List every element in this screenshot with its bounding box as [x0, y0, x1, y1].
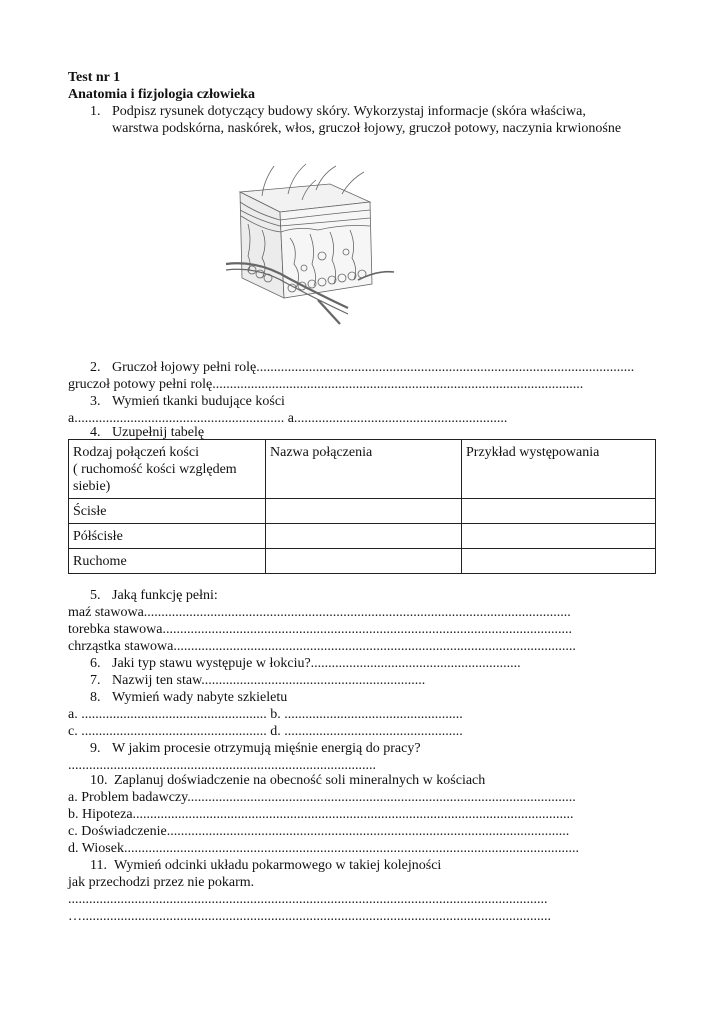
- table-row: [69, 499, 656, 524]
- subject-title: Anatomia i fizjologia człowieka: [68, 87, 256, 102]
- question-3-text: Wymień tkanki budujące kości: [112, 394, 285, 409]
- question-1-number: 1.: [90, 104, 101, 119]
- answer-line: d. Wiosek..................................................................................................................................: [68, 841, 579, 856]
- question-2: [90, 359, 634, 376]
- question-11: [90, 857, 441, 874]
- question-10: [90, 772, 485, 789]
- answer-line: .........................................................................................................................................: [68, 892, 548, 907]
- question-5-text: Jaką funkcję pełni:: [112, 588, 218, 603]
- question-6-number: 6.: [90, 656, 101, 671]
- table-row: [69, 549, 656, 574]
- table-header-cell: Rodzaj połączeń kości ( ruchomość kości względem siebie): [69, 440, 266, 499]
- question-1: [90, 103, 586, 120]
- answer-line: a. Problem badawczy...............................................................................................................: [68, 790, 576, 805]
- question-7-number: 7.: [90, 673, 101, 688]
- table-row: [69, 524, 656, 549]
- question-9-text: W jakim procesie otrzymują mięśnie energią do pracy?: [112, 741, 421, 756]
- table-header-cell: Nazwa połączenia: [266, 440, 462, 499]
- table-cell: Ścisłe: [69, 499, 266, 524]
- question-7: [90, 672, 425, 689]
- question-6: [90, 655, 521, 672]
- question-1-text-line2: warstwa podskórna, naskórek, włos, gruczoł łojowy, gruczoł potowy, naczynia krwionośne: [112, 121, 622, 136]
- question-9: [90, 740, 421, 757]
- answer-line: torebka stawowa.....................................................................................................................: [68, 622, 572, 637]
- test-title: Test nr 1: [68, 70, 121, 85]
- answer-line: c. Doświadczenie...................................................................................................................: [68, 824, 570, 839]
- skin-structure-diagram: [218, 160, 398, 330]
- table-cell-empty[interactable]: [266, 524, 462, 549]
- answer-line: b. Hipoteza..............................................................................................................................: [68, 807, 574, 822]
- question-2-answer-line: gruczoł potowy pełni rolę..........................................................................................................: [68, 377, 584, 392]
- table-cell-empty[interactable]: [462, 549, 656, 574]
- question-11-number: 11.: [90, 858, 107, 873]
- question-10-text: Zaplanuj doświadczenie na obecność soli mineralnych w kościach: [114, 773, 486, 788]
- table-cell-empty[interactable]: [266, 549, 462, 574]
- question-6-text: Jaki typ stawu występuje w łokciu?............................................................: [112, 656, 521, 671]
- table-cell-empty[interactable]: [462, 524, 656, 549]
- question-4-number: 4.: [90, 425, 101, 440]
- table-cell-empty[interactable]: [266, 499, 462, 524]
- answer-line: ........................................................................................: [68, 758, 376, 773]
- answer-line: c. ..................................................... d. ...................................................: [68, 724, 463, 739]
- question-10-number: 10.: [90, 773, 108, 788]
- question-9-number: 9.: [90, 741, 101, 756]
- question-4-text: Uzupełnij tabelę: [112, 425, 205, 440]
- question-8-text: Wymień wady nabyte szkieletu: [112, 690, 288, 705]
- question-3-number: 3.: [90, 394, 101, 409]
- question-11-text-line2: jak przechodzi przez nie pokarm.: [68, 875, 255, 890]
- question-7-text: Nazwij ten staw................................................................: [112, 673, 426, 688]
- table-cell: Półścisłe: [69, 524, 266, 549]
- table-cell-empty[interactable]: [462, 499, 656, 524]
- question-2-number: 2.: [90, 360, 101, 375]
- answer-line: maź stawowa..........................................................................................................................: [68, 605, 571, 620]
- joints-table: [68, 439, 656, 574]
- table-header-row: [69, 440, 656, 499]
- question-8: [90, 689, 287, 706]
- question-2-text: Gruczoł łojowy pełni rolę............................................................................................................: [112, 360, 635, 375]
- table-header-cell: Przykład występowania: [462, 440, 656, 499]
- answer-line: …......................................................................................................................................: [68, 909, 551, 924]
- question-5: [90, 587, 218, 604]
- question-8-number: 8.: [90, 690, 101, 705]
- question-1-text: Podpisz rysunek dotyczący budowy skóry. Wykorzystaj informacje (skóra właściwa,: [112, 104, 586, 119]
- question-3-answer-line: a............................................................ a.............................................................: [68, 411, 508, 426]
- question-5-number: 5.: [90, 588, 101, 603]
- question-11-text: Wymień odcinki układu pokarmowego w takiej kolejności: [114, 858, 442, 873]
- table-cell: Ruchome: [69, 549, 266, 574]
- answer-line: chrząstka stawowa...................................................................................................................: [68, 639, 576, 654]
- answer-line: a. ..................................................... b. ...................................................: [68, 707, 463, 722]
- question-3: [90, 393, 285, 410]
